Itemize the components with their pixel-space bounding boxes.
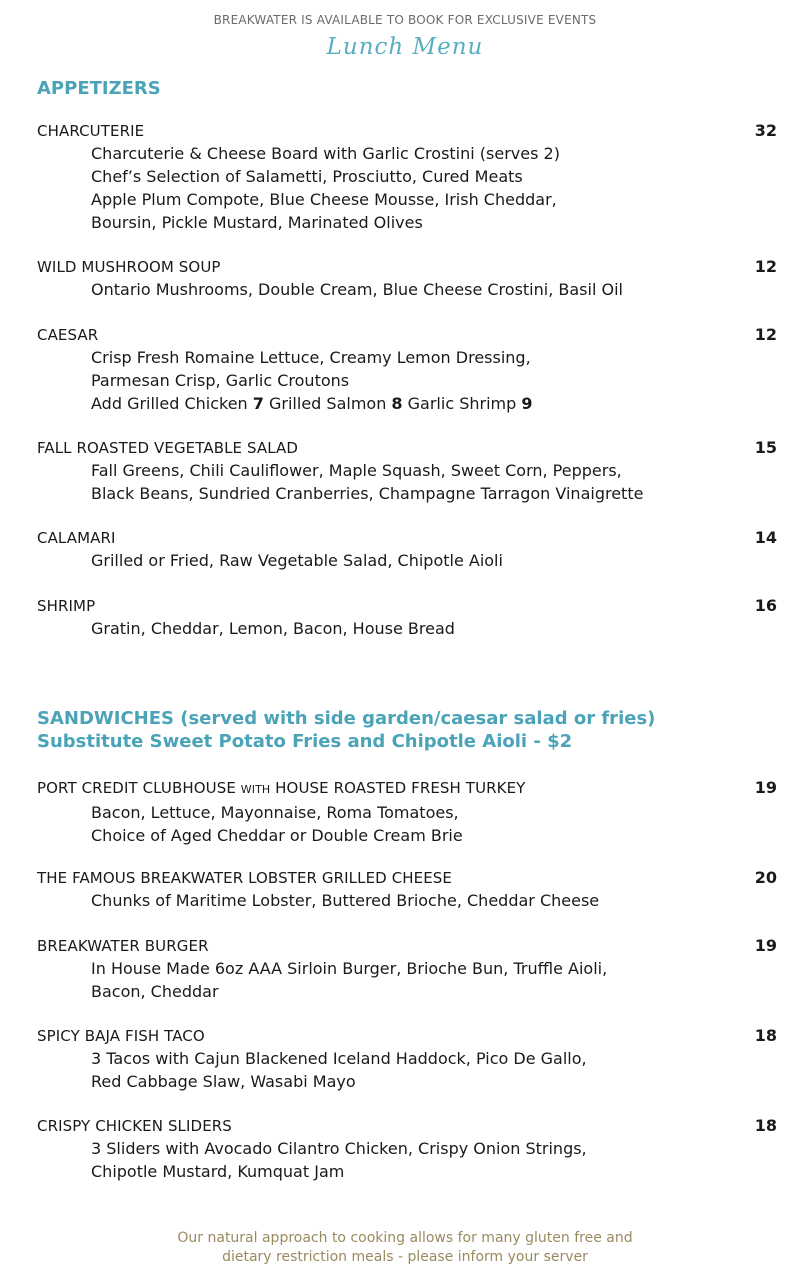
- caesar-addons: Add Grilled Chicken 7 Grilled Salmon 8 Garlic Shrimp 9: [91, 394, 533, 413]
- item-price: 16: [754, 596, 777, 615]
- menu-item-charcuterie: [37, 120, 777, 234]
- item-description: Gratin, Cheddar, Lemon, Bacon, House Bread: [91, 619, 455, 638]
- appetizers-heading: APPETIZERS: [37, 78, 161, 99]
- item-description: Fall Greens, Chili Cauliflower, Maple Squash, Sweet Corn, Peppers, Black Beans, Sundried Cranberries, Champagne Tarragon Vinaigrette: [91, 461, 644, 503]
- item-price: 14: [754, 528, 777, 547]
- dietary-footer-note: Our natural approach to cooking allows for many gluten free and dietary restriction meals - please inform your server: [177, 1230, 633, 1265]
- item-description: Grilled or Fried, Raw Vegetable Salad, Chipotle Aioli: [91, 551, 503, 570]
- item-price: 12: [754, 325, 777, 344]
- item-price: 32: [754, 121, 777, 140]
- item-description: Chunks of Maritime Lobster, Buttered Brioche, Cheddar Cheese: [91, 891, 600, 910]
- item-name: WILD MUSHROOM SOUP: [37, 258, 221, 276]
- item-name: CALAMARI: [37, 529, 116, 547]
- item-name: SPICY BAJA FISH TACO: [37, 1027, 205, 1045]
- item-name: BREAKWATER BURGER: [37, 937, 209, 955]
- menu-item-clubhouse: [37, 777, 777, 847]
- item-name: SHRIMP: [37, 597, 96, 615]
- item-name: PORT CREDIT CLUBHOUSE WITH HOUSE ROASTED FRESH TURKEY: [37, 779, 526, 797]
- item-description: In House Made 6oz AAA Sirloin Burger, Brioche Bun, Truffle Aioli, Bacon, Cheddar: [91, 959, 608, 1001]
- item-price: 18: [754, 1026, 777, 1045]
- menu-item-shrimp: [37, 595, 777, 640]
- item-description: 3 Tacos with Cajun Blackened Iceland Haddock, Pico De Gallo, Red Cabbage Slaw, Wasabi Mayo: [91, 1049, 587, 1091]
- menu-item-caesar: [37, 324, 777, 415]
- item-price: 19: [754, 936, 777, 955]
- sandwiches-heading: SANDWICHES (served with side garden/caesar salad or fries) Substitute Sweet Potato Fries and Chipotle Aioli - $2: [37, 708, 656, 752]
- item-price: 15: [754, 438, 777, 457]
- item-name: CAESAR: [37, 326, 99, 344]
- item-price: 20: [754, 868, 777, 887]
- item-description: Bacon, Lettuce, Mayonnaise, Roma Tomatoes, Choice of Aged Cheddar or Double Cream Brie: [91, 803, 463, 845]
- menu-item-fall-salad: [37, 437, 777, 505]
- item-name: FALL ROASTED VEGETABLE SALAD: [37, 439, 299, 457]
- item-price: 12: [754, 257, 777, 276]
- menu-item-baja-fish-taco: [37, 1025, 777, 1093]
- item-name: THE FAMOUS BREAKWATER LOBSTER GRILLED CHEESE: [37, 869, 453, 887]
- menu-title: Lunch Menu: [326, 34, 484, 60]
- menu-item-chicken-sliders: [37, 1115, 777, 1183]
- menu-item-wild-mushroom-soup: [37, 256, 777, 301]
- item-description: Crisp Fresh Romaine Lettuce, Creamy Lemon Dressing, Parmesan Crisp, Garlic Croutons Add Grilled Chicken 7 Grilled Salmon 8 Garlic Shrimp 9: [91, 346, 777, 415]
- menu-item-lobster-grilled-cheese: [37, 867, 777, 912]
- item-price: 19: [754, 778, 777, 797]
- item-description: Charcuterie & Cheese Board with Garlic Crostini (serves 2) Chef’s Selection of Salametti, Prosciutto, Cured Meats Apple Plum Compote, Blue Cheese Mousse, Irish Cheddar, Boursin, Pickle Mustard, Marinated Olives: [91, 144, 560, 232]
- item-description: Ontario Mushrooms, Double Cream, Blue Cheese Crostini, Basil Oil: [91, 280, 623, 299]
- events-banner: BREAKWATER IS AVAILABLE TO BOOK FOR EXCLUSIVE EVENTS: [213, 13, 597, 27]
- item-name: CRISPY CHICKEN SLIDERS: [37, 1117, 232, 1135]
- menu-item-breakwater-burger: [37, 935, 777, 1003]
- item-name: CHARCUTERIE: [37, 122, 145, 140]
- item-price: 18: [754, 1116, 777, 1135]
- item-description: 3 Sliders with Avocado Cilantro Chicken, Crispy Onion Strings, Chipotle Mustard, Kumquat Jam: [91, 1139, 587, 1181]
- menu-item-calamari: [37, 527, 777, 572]
